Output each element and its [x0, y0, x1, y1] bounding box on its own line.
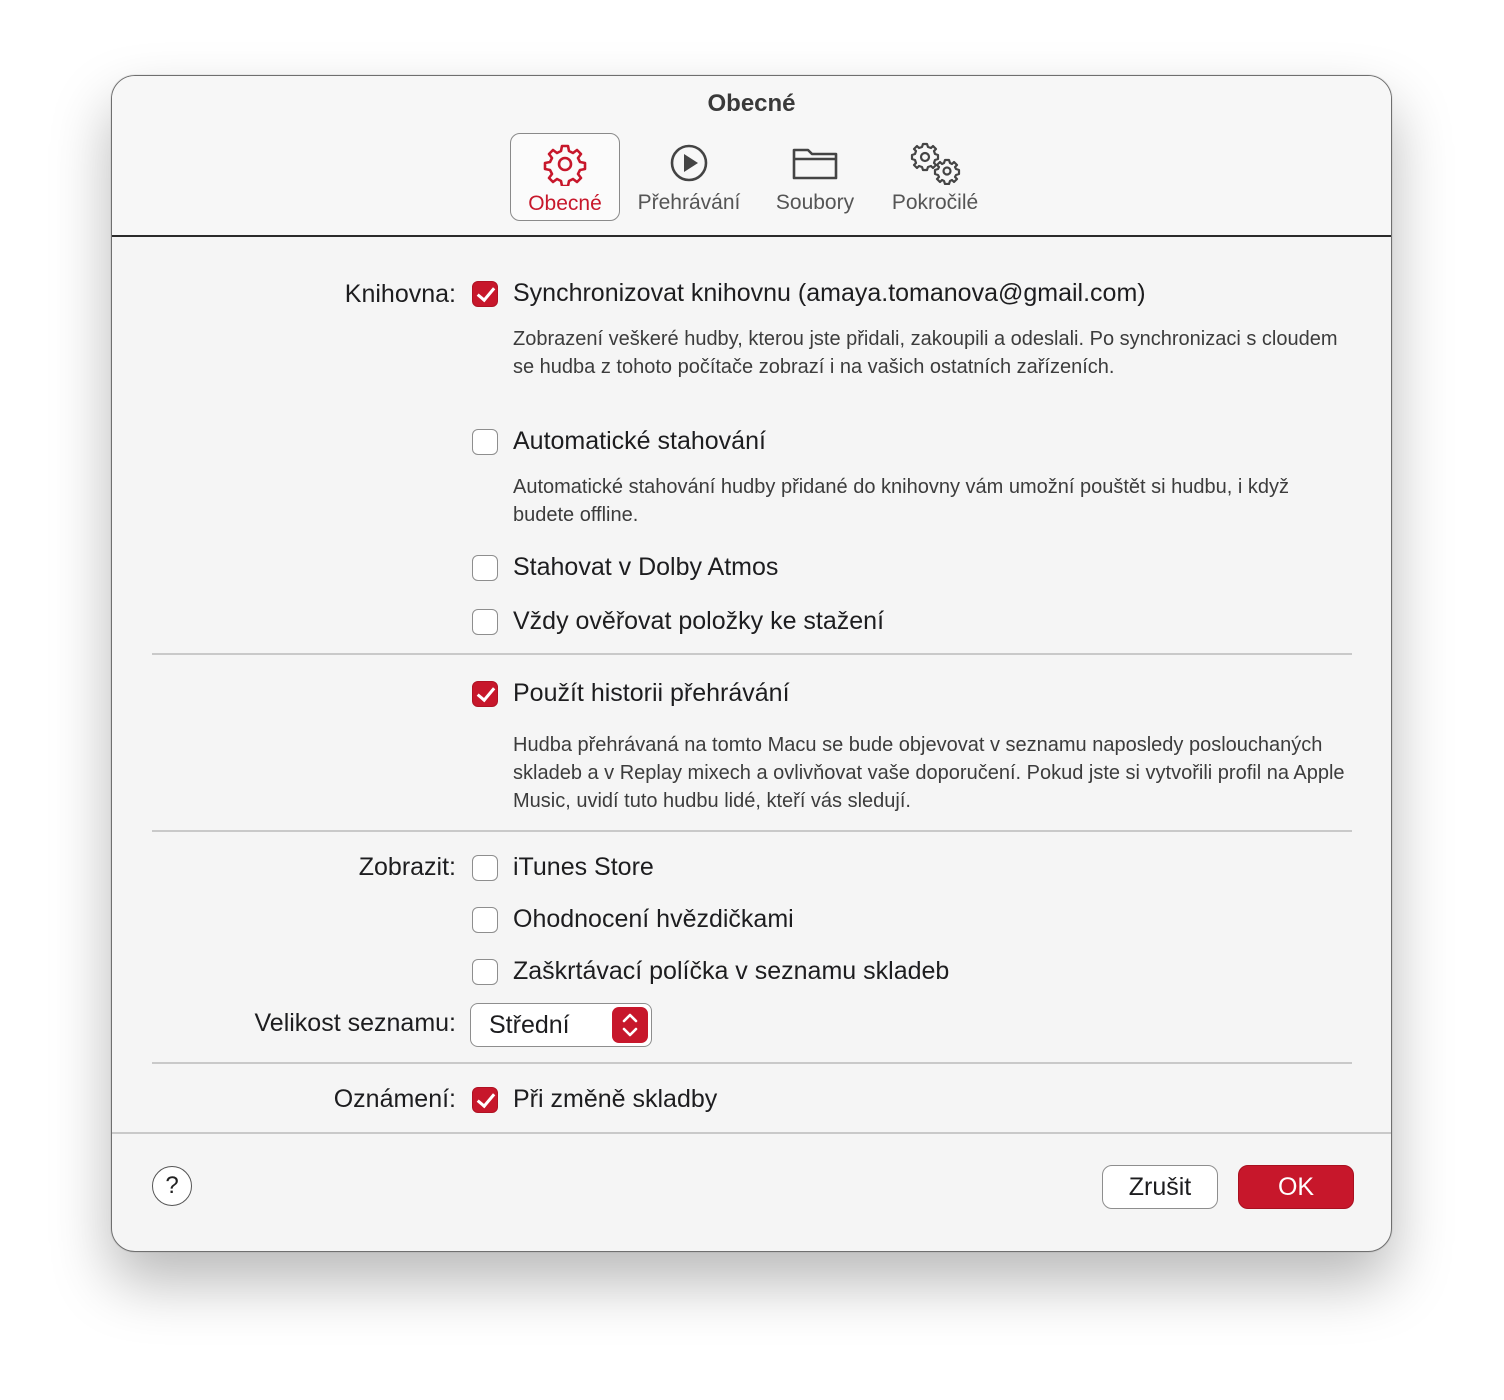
window-title: Obecné: [707, 90, 796, 117]
notifications-label: Oznámení:: [333, 1085, 456, 1113]
star-ratings-checkbox[interactable]: [472, 907, 498, 933]
list-size-label: Velikost seznamu:: [254, 1009, 456, 1037]
sync-library-checkbox[interactable]: [472, 281, 498, 307]
verify-downloads-label: Vždy ověřovat položky ke stažení: [513, 607, 885, 635]
footer-separator: [112, 1132, 1391, 1134]
dolby-atmos-checkbox[interactable]: [472, 555, 498, 581]
separator: [152, 1062, 1352, 1064]
dolby-atmos-label: Stahovat v Dolby Atmos: [513, 553, 779, 581]
preferences-window: [111, 75, 1392, 1252]
popup-stepper: [612, 1007, 648, 1043]
separator: [152, 830, 1352, 832]
play-history-label: Použít historii přehrávání: [513, 679, 790, 707]
tab-advanced[interactable]: [880, 133, 990, 221]
list-size-value: Střední: [489, 1011, 570, 1039]
list-size-popup[interactable]: [470, 1003, 652, 1047]
auto-download-label: Automatické stahování: [513, 427, 766, 455]
tab-playback[interactable]: [629, 133, 749, 221]
show-label: Zobrazit:: [358, 853, 456, 881]
tab-general[interactable]: [510, 133, 620, 221]
play-history-description: Hudba přehrávaná na tomto Macu se bude objevovat v seznamu naposledy poslouchaných skladeb a v Replay mixech a ovlivňovat vaše doporučení. Pokud jste si vytvořili profil na Apple Music, uvidí tuto hudbu lidé, kteří vás sledují.: [513, 734, 1345, 812]
gear-icon: [543, 142, 587, 186]
cancel-button[interactable]: Zrušit: [1102, 1165, 1218, 1209]
auto-download-checkbox[interactable]: [472, 429, 498, 455]
chevron-up-down-icon: [612, 1007, 648, 1043]
auto-download-description: Automatické stahování hudby přidané do knihovny vám umožní pouštět si hudbu, i když budete offline.: [513, 476, 1290, 526]
sync-library-label: Synchronizovat knihovnu (amaya.tomanova@gmail.com): [513, 279, 1146, 307]
itunes-store-checkbox[interactable]: [472, 855, 498, 881]
tab-general-label: Obecné: [528, 192, 602, 215]
tab-files[interactable]: [762, 133, 868, 221]
sync-library-description: Zobrazení veškeré hudby, kterou jste přidali, zakoupili a odeslali. Po synchronizaci s cloudem se hudba z tohoto počítače zobrazí i na vašich ostatních zařízeních.: [513, 328, 1338, 378]
tab-files-label: Soubory: [775, 191, 855, 214]
gears-icon: [907, 141, 963, 185]
titlebar: [112, 76, 1391, 237]
song-change-checkbox[interactable]: [472, 1087, 498, 1113]
tab-playback-label: Přehrávání: [637, 191, 741, 214]
separator: [152, 653, 1352, 655]
song-change-label: Při změně skladby: [513, 1085, 718, 1113]
ok-button[interactable]: OK: [1238, 1165, 1354, 1209]
itunes-store-label: iTunes Store: [513, 853, 654, 881]
library-label: Knihovna:: [344, 280, 456, 308]
play-circle-icon: [667, 141, 711, 185]
song-checkboxes-checkbox[interactable]: [472, 959, 498, 985]
play-history-checkbox[interactable]: [472, 681, 498, 707]
star-ratings-label: Ohodnocení hvězdičkami: [513, 905, 794, 933]
folder-icon: [791, 141, 839, 185]
tab-advanced-label: Pokročilé: [891, 191, 979, 214]
help-button[interactable]: ?: [152, 1166, 192, 1206]
verify-downloads-checkbox[interactable]: [472, 609, 498, 635]
song-checkboxes-label: Zaškrtávací políčka v seznamu skladeb: [513, 957, 950, 985]
